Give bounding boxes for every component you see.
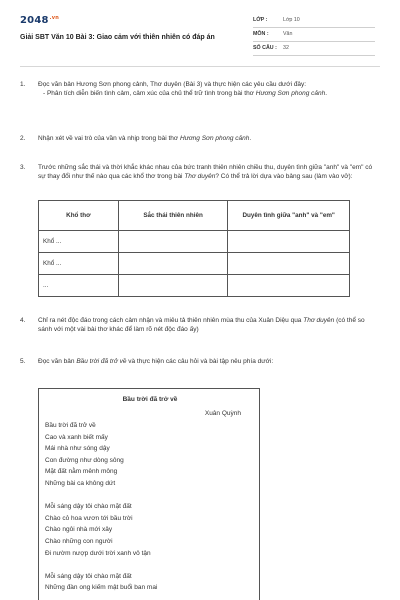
question-text-start: Đọc văn bản — [38, 358, 77, 365]
subitem-end: . — [325, 90, 328, 98]
site-logo[interactable] — [20, 14, 59, 29]
poem-line: Cao và xanh biết mấy — [45, 433, 108, 441]
question-1 — [20, 80, 380, 99]
meta-value: 32 — [283, 44, 289, 51]
question-text: Đọc văn bản Hương Sơn phong cảnh, Thơ duyên (Bài 3) và thực hiện các yêu cầu dưới đây: — [38, 81, 307, 88]
question-text — [38, 316, 380, 335]
poem-line: Chào những con người — [45, 537, 113, 545]
table-cell — [228, 231, 350, 253]
document-title: Giải SBT Văn 10 Bài 3: Giao cảm với thiên nhiên có đáp án — [20, 34, 215, 41]
answer-table — [38, 200, 350, 297]
meta-key: LỚP : — [253, 16, 268, 23]
poem-line: Mỗi sáng dậy tôi chào mặt đất — [45, 503, 132, 511]
column-header-stanza: Khổ thơ — [39, 201, 119, 231]
page-header — [0, 0, 400, 66]
question-text-end: và thực hiện các câu hỏi và bài tập nêu phía dưới: — [126, 358, 274, 365]
meta-row-class — [253, 14, 375, 28]
poem-line: Bầu trời đã trở về — [45, 422, 96, 429]
work-title: Thơ duyên — [184, 173, 216, 181]
meta-value: Văn — [283, 30, 293, 37]
table-cell — [118, 231, 228, 253]
work-title: Bầu trời đã trở về — [76, 358, 127, 365]
work-title: Hương Sơn phong cảnh — [179, 135, 250, 142]
poem-title: Bầu trời đã trở về — [122, 396, 178, 403]
question-text-end: . — [249, 135, 252, 142]
table-cell — [228, 253, 350, 275]
question-text-start: Nhận xét về vai trò của vần và nhịp trong bài thơ — [38, 135, 180, 142]
work-title: Hương Sơn phong cảnh — [255, 90, 326, 98]
table-cell — [228, 275, 350, 297]
poem-line: Mái nhà như sóng dậy — [45, 445, 110, 453]
poem-line: Mặt đất nằm mênh mông — [45, 468, 118, 476]
table-cell: Khổ ... — [39, 253, 119, 275]
poem-author: Xuân Quỳnh — [204, 410, 241, 417]
poem-lines — [45, 420, 255, 594]
table-cell: Khổ ... — [39, 231, 119, 253]
question-2 — [20, 134, 380, 143]
table-row — [39, 253, 350, 275]
question-number: 3. — [20, 164, 26, 171]
poem-line: Con đường như dòng sông — [45, 456, 124, 464]
header-divider — [20, 66, 380, 67]
work-title: Thơ duyên — [303, 317, 335, 324]
poem-line: Đi nườm nượp dưới trời xanh vô tận — [45, 549, 151, 557]
meta-key: MÔN : — [253, 30, 269, 37]
subitem-text: - Phân tích diễn biến tình cảm, cảm xúc của chủ thể trữ tình trong bài thơ — [43, 90, 256, 98]
poem-line: Chào ngôi nhà mới xây — [45, 526, 113, 534]
table-header-row — [39, 201, 350, 231]
meta-value: Lớp 10 — [283, 16, 300, 23]
column-header-nature: Sắc thái thiên nhiên — [118, 201, 228, 231]
question-text-start: Chỉ ra nét độc đáo trong cách cảm nhận và miêu tả thiên nhiên mùa thu của Xuân Diệu qua — [38, 317, 304, 324]
question-text — [38, 163, 380, 182]
question-3 — [20, 163, 380, 182]
question-text — [38, 357, 380, 366]
poem-line: Những đàn ong kiếm mật buổi ban mai — [45, 584, 158, 592]
poem-line: Mỗi sáng dậy tôi chào mặt đất — [45, 572, 132, 580]
question-number: 5. — [20, 358, 26, 365]
question-5 — [20, 357, 380, 366]
meta-row-count — [253, 42, 375, 56]
logo-suffix: .vn — [49, 14, 59, 21]
table-row — [39, 275, 350, 297]
question-text-start: Trước những sắc thái và thời khắc khác nhau của bức tranh thiên nhiên chiều thu, duyên tình giữa "anh" và "em" có sự thay đổi như thế nào qua các khổ thơ trong bài — [38, 164, 373, 181]
question-number: 1. — [20, 81, 26, 88]
table-row — [39, 231, 350, 253]
question-4 — [20, 316, 380, 335]
document-meta — [253, 14, 375, 56]
meta-key: SỐ CÂU : — [253, 44, 277, 51]
question-text-end: (có thể so sánh với một vài bài thơ khác để làm rõ nét độc đáo ấy) — [38, 317, 365, 334]
poem-line: Những bài ca không dứt — [45, 479, 116, 487]
logo-text: 2048 — [20, 15, 49, 26]
table-cell: ... — [39, 275, 119, 297]
stanza-break — [45, 490, 255, 502]
question-number: 2. — [20, 135, 26, 142]
stanza-break — [45, 559, 255, 571]
poem-line: Chào cỏ hoa vươn tới bầu trời — [45, 514, 133, 522]
question-number: 4. — [20, 317, 26, 324]
column-header-relationship: Duyên tình giữa "anh" và "em" — [228, 201, 350, 231]
question-text — [38, 134, 380, 143]
meta-row-subject — [253, 28, 375, 42]
poem-box — [38, 388, 260, 600]
table-cell — [118, 253, 228, 275]
table-cell — [118, 275, 228, 297]
question-subitem — [38, 89, 380, 98]
question-text-end: ? Có thể trả lời dựa vào bảng sau (làm vào vở): — [215, 173, 353, 181]
